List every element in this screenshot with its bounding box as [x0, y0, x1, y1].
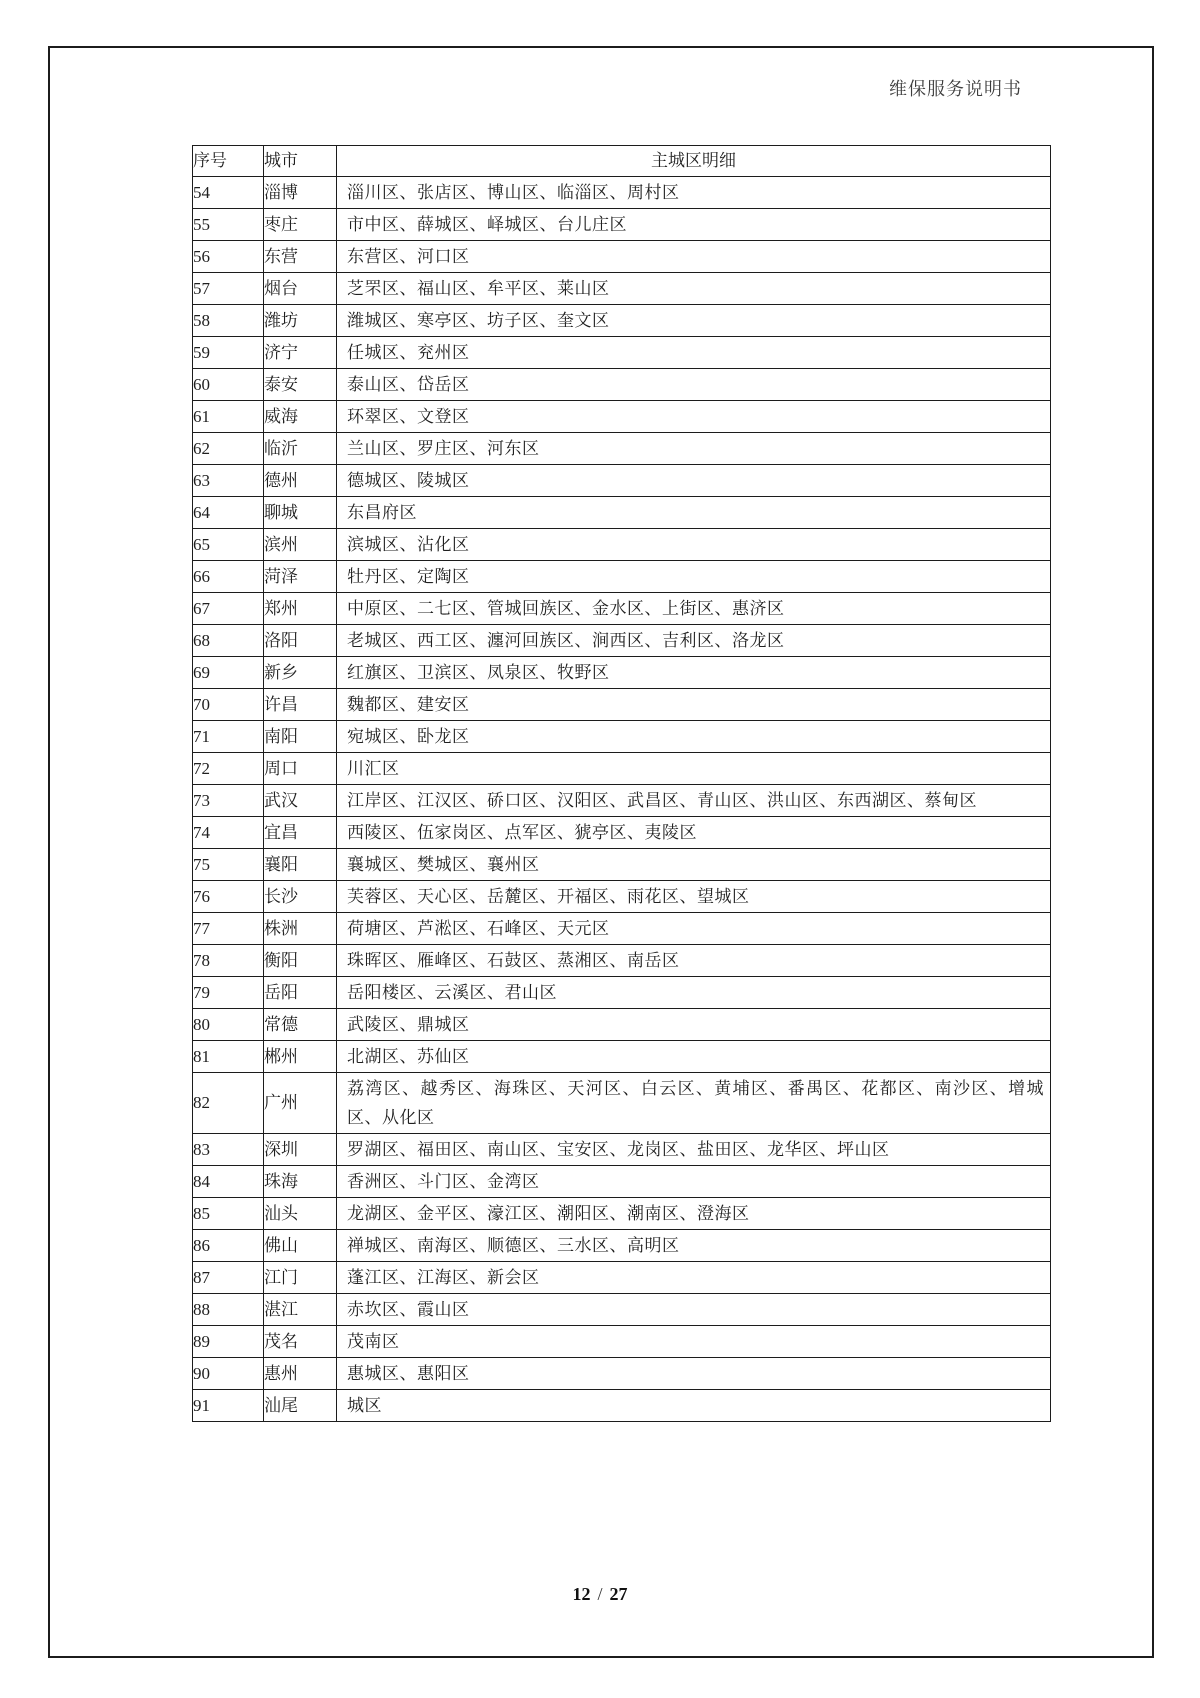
row-city-cell: 许昌 [264, 689, 337, 721]
row-city-cell: 汕头 [264, 1198, 337, 1230]
row-districts-cell: 茂南区 [337, 1326, 1051, 1358]
table-row [193, 753, 1051, 785]
row-index-cell: 86 [193, 1230, 264, 1262]
table-row [193, 497, 1051, 529]
table-row [193, 1009, 1051, 1041]
table-row [193, 401, 1051, 433]
row-districts-cell: 武陵区、鼎城区 [337, 1009, 1051, 1041]
row-city-cell: 株洲 [264, 913, 337, 945]
table-header [193, 146, 1051, 177]
row-districts-cell: 东昌府区 [337, 497, 1051, 529]
row-districts-cell: 川汇区 [337, 753, 1051, 785]
table-row [193, 1198, 1051, 1230]
row-districts-cell: 中原区、二七区、管城回族区、金水区、上街区、惠济区 [337, 593, 1051, 625]
row-districts-cell: 红旗区、卫滨区、凤泉区、牧野区 [337, 657, 1051, 689]
row-districts-cell: 泰山区、岱岳区 [337, 369, 1051, 401]
row-city-cell: 济宁 [264, 337, 337, 369]
column-header-districts: 主城区明细 [337, 146, 1051, 177]
row-index-cell: 83 [193, 1134, 264, 1166]
table-row [193, 849, 1051, 881]
row-districts-cell: 任城区、兖州区 [337, 337, 1051, 369]
row-index-cell: 81 [193, 1041, 264, 1073]
row-city-cell: 武汉 [264, 785, 337, 817]
row-districts-cell: 襄城区、樊城区、襄州区 [337, 849, 1051, 881]
row-index-cell: 57 [193, 273, 264, 305]
row-index-cell: 76 [193, 881, 264, 913]
table-row [193, 1166, 1051, 1198]
row-districts-cell: 滨城区、沾化区 [337, 529, 1051, 561]
row-index-cell: 59 [193, 337, 264, 369]
row-districts-cell: 城区 [337, 1390, 1051, 1422]
row-index-cell: 75 [193, 849, 264, 881]
row-districts-cell: 宛城区、卧龙区 [337, 721, 1051, 753]
table-row [193, 337, 1051, 369]
row-index-cell: 85 [193, 1198, 264, 1230]
row-city-cell: 江门 [264, 1262, 337, 1294]
row-city-cell: 长沙 [264, 881, 337, 913]
row-city-cell: 潍坊 [264, 305, 337, 337]
districts-table [192, 145, 1051, 1422]
row-districts-cell: 淄川区、张店区、博山区、临淄区、周村区 [337, 177, 1051, 209]
row-city-cell: 烟台 [264, 273, 337, 305]
row-index-cell: 82 [193, 1073, 264, 1134]
row-index-cell: 70 [193, 689, 264, 721]
table-body [193, 177, 1051, 1422]
table-row [193, 945, 1051, 977]
page-number-current: 12 [572, 1584, 591, 1604]
row-districts-cell: 禅城区、南海区、顺德区、三水区、高明区 [337, 1230, 1051, 1262]
row-index-cell: 74 [193, 817, 264, 849]
table-row [193, 177, 1051, 209]
row-districts-cell: 德城区、陵城区 [337, 465, 1051, 497]
row-city-cell: 菏泽 [264, 561, 337, 593]
table-row [193, 529, 1051, 561]
table-row [193, 241, 1051, 273]
row-city-cell: 东营 [264, 241, 337, 273]
table-row [193, 433, 1051, 465]
page-number-total: 27 [609, 1584, 628, 1604]
row-index-cell: 62 [193, 433, 264, 465]
table-row [193, 305, 1051, 337]
row-index-cell: 63 [193, 465, 264, 497]
table-row [193, 657, 1051, 689]
row-city-cell: 新乡 [264, 657, 337, 689]
table-row [193, 1073, 1051, 1134]
row-districts-cell: 芙蓉区、天心区、岳麓区、开福区、雨花区、望城区 [337, 881, 1051, 913]
row-index-cell: 66 [193, 561, 264, 593]
row-districts-cell: 环翠区、文登区 [337, 401, 1051, 433]
row-index-cell: 60 [193, 369, 264, 401]
row-districts-cell: 东营区、河口区 [337, 241, 1051, 273]
column-header-index: 序号 [193, 146, 264, 177]
row-city-cell: 襄阳 [264, 849, 337, 881]
row-city-cell: 德州 [264, 465, 337, 497]
row-districts-cell: 蓬江区、江海区、新会区 [337, 1262, 1051, 1294]
row-index-cell: 73 [193, 785, 264, 817]
row-districts-cell: 荷塘区、芦淞区、石峰区、天元区 [337, 913, 1051, 945]
row-city-cell: 汕尾 [264, 1390, 337, 1422]
row-districts-cell: 潍城区、寒亭区、坊子区、奎文区 [337, 305, 1051, 337]
table-row [193, 1358, 1051, 1390]
row-index-cell: 61 [193, 401, 264, 433]
table-row [193, 913, 1051, 945]
row-index-cell: 65 [193, 529, 264, 561]
row-city-cell: 郴州 [264, 1041, 337, 1073]
row-index-cell: 64 [193, 497, 264, 529]
row-districts-cell: 荔湾区、越秀区、海珠区、天河区、白云区、黄埔区、番禺区、花都区、南沙区、增城区、从化区 [337, 1073, 1051, 1134]
page-number-separator: / [597, 1584, 603, 1604]
row-city-cell: 淄博 [264, 177, 337, 209]
row-city-cell: 南阳 [264, 721, 337, 753]
row-city-cell: 威海 [264, 401, 337, 433]
row-city-cell: 周口 [264, 753, 337, 785]
table-row [193, 273, 1051, 305]
row-city-cell: 临沂 [264, 433, 337, 465]
table-row [193, 785, 1051, 817]
row-city-cell: 珠海 [264, 1166, 337, 1198]
row-city-cell: 常德 [264, 1009, 337, 1041]
table-row [193, 1390, 1051, 1422]
row-index-cell: 91 [193, 1390, 264, 1422]
row-index-cell: 55 [193, 209, 264, 241]
table-row [193, 1134, 1051, 1166]
row-districts-cell: 芝罘区、福山区、牟平区、莱山区 [337, 273, 1051, 305]
row-city-cell: 广州 [264, 1073, 337, 1134]
document-header [0, 78, 1022, 100]
row-city-cell: 湛江 [264, 1294, 337, 1326]
row-city-cell: 洛阳 [264, 625, 337, 657]
row-districts-cell: 惠城区、惠阳区 [337, 1358, 1051, 1390]
row-index-cell: 88 [193, 1294, 264, 1326]
table-row [193, 561, 1051, 593]
table-row [193, 1262, 1051, 1294]
row-index-cell: 87 [193, 1262, 264, 1294]
row-districts-cell: 罗湖区、福田区、南山区、宝安区、龙岗区、盐田区、龙华区、坪山区 [337, 1134, 1051, 1166]
row-index-cell: 71 [193, 721, 264, 753]
table-row [193, 1230, 1051, 1262]
table-row [193, 1294, 1051, 1326]
row-districts-cell: 魏都区、建安区 [337, 689, 1051, 721]
row-city-cell: 泰安 [264, 369, 337, 401]
row-districts-cell: 香洲区、斗门区、金湾区 [337, 1166, 1051, 1198]
row-index-cell: 68 [193, 625, 264, 657]
row-city-cell: 佛山 [264, 1230, 337, 1262]
row-index-cell: 72 [193, 753, 264, 785]
row-index-cell: 80 [193, 1009, 264, 1041]
table-row [193, 1326, 1051, 1358]
row-index-cell: 67 [193, 593, 264, 625]
row-city-cell: 郑州 [264, 593, 337, 625]
row-districts-cell: 市中区、薛城区、峄城区、台儿庄区 [337, 209, 1051, 241]
table-row [193, 1041, 1051, 1073]
document-title: 维保服务说明书 [889, 79, 1022, 99]
table-row [193, 625, 1051, 657]
row-districts-cell: 赤坎区、霞山区 [337, 1294, 1051, 1326]
row-city-cell: 聊城 [264, 497, 337, 529]
row-districts-cell: 岳阳楼区、云溪区、君山区 [337, 977, 1051, 1009]
row-districts-cell: 龙湖区、金平区、濠江区、潮阳区、潮南区、澄海区 [337, 1198, 1051, 1230]
row-index-cell: 84 [193, 1166, 264, 1198]
page-number [0, 1584, 1200, 1605]
table-row [193, 593, 1051, 625]
row-city-cell: 宜昌 [264, 817, 337, 849]
table-row [193, 369, 1051, 401]
table-header-row [193, 146, 1051, 177]
row-districts-cell: 北湖区、苏仙区 [337, 1041, 1051, 1073]
row-index-cell: 79 [193, 977, 264, 1009]
row-index-cell: 89 [193, 1326, 264, 1358]
table-row [193, 977, 1051, 1009]
row-city-cell: 滨州 [264, 529, 337, 561]
row-districts-cell: 老城区、西工区、瀍河回族区、涧西区、吉利区、洛龙区 [337, 625, 1051, 657]
row-index-cell: 90 [193, 1358, 264, 1390]
row-index-cell: 77 [193, 913, 264, 945]
row-city-cell: 茂名 [264, 1326, 337, 1358]
table-row [193, 209, 1051, 241]
table-row [193, 689, 1051, 721]
row-index-cell: 54 [193, 177, 264, 209]
row-city-cell: 惠州 [264, 1358, 337, 1390]
row-index-cell: 58 [193, 305, 264, 337]
row-index-cell: 69 [193, 657, 264, 689]
row-city-cell: 岳阳 [264, 977, 337, 1009]
row-districts-cell: 牡丹区、定陶区 [337, 561, 1051, 593]
row-city-cell: 枣庄 [264, 209, 337, 241]
row-districts-cell: 西陵区、伍家岗区、点军区、猇亭区、夷陵区 [337, 817, 1051, 849]
table-row [193, 881, 1051, 913]
row-index-cell: 78 [193, 945, 264, 977]
row-districts-cell: 江岸区、江汉区、硚口区、汉阳区、武昌区、青山区、洪山区、东西湖区、蔡甸区 [337, 785, 1051, 817]
table-row [193, 817, 1051, 849]
row-index-cell: 56 [193, 241, 264, 273]
column-header-city: 城市 [264, 146, 337, 177]
row-city-cell: 深圳 [264, 1134, 337, 1166]
row-city-cell: 衡阳 [264, 945, 337, 977]
table-row [193, 465, 1051, 497]
row-districts-cell: 珠晖区、雁峰区、石鼓区、蒸湘区、南岳区 [337, 945, 1051, 977]
table-row [193, 721, 1051, 753]
row-districts-cell: 兰山区、罗庄区、河东区 [337, 433, 1051, 465]
